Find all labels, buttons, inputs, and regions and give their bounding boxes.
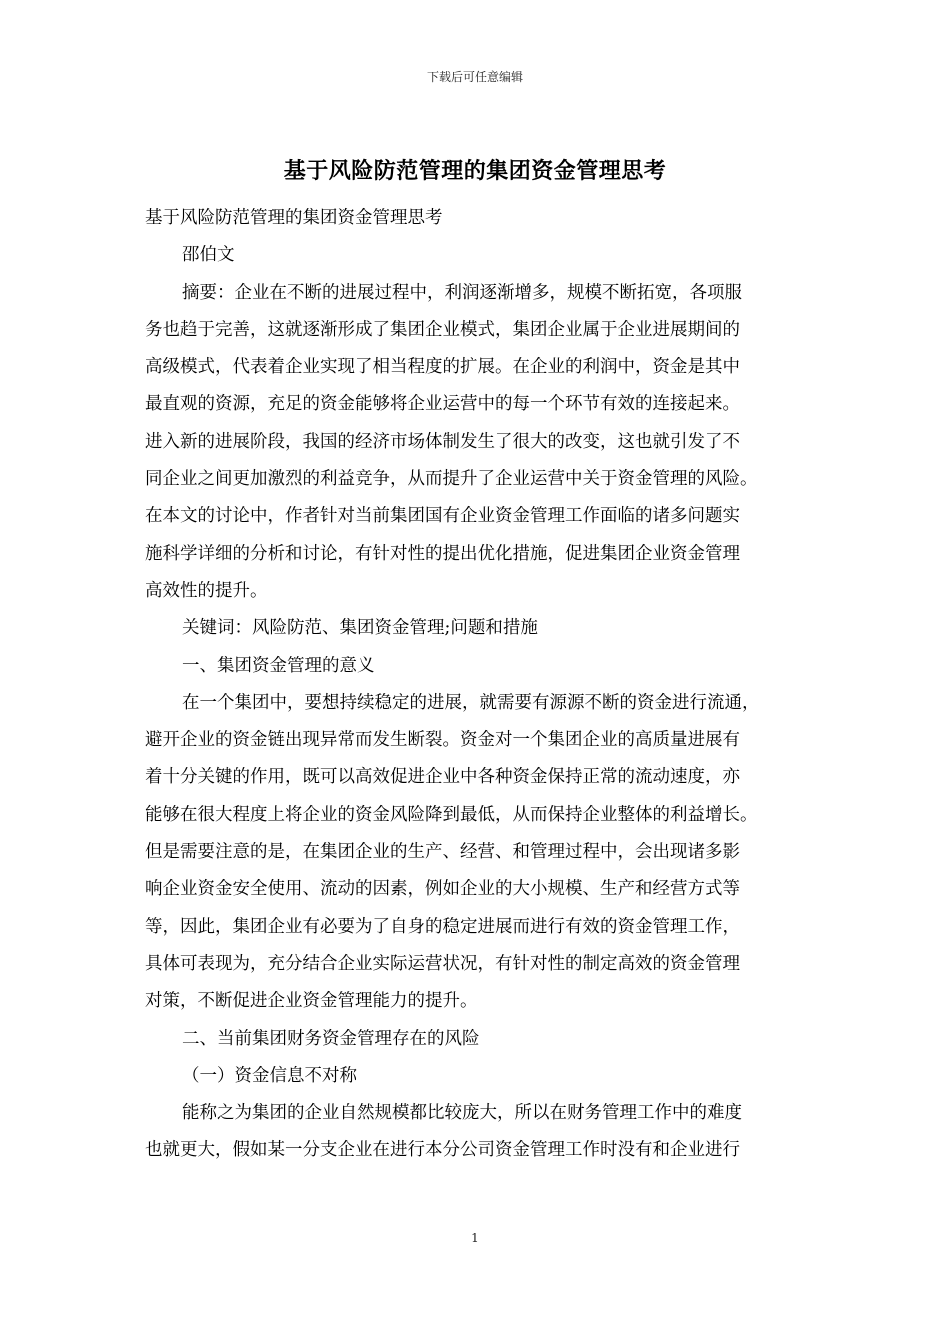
author-name: 邵伯文 <box>182 245 235 266</box>
abstract-line: 同企业之间更加激烈的利益竞争，从而提升了企业运营中关于资金管理的风险。 <box>145 469 758 490</box>
section1-line: 在一个集团中，要想持续稳定的进展，就需要有源源不断的资金进行流通， <box>182 692 760 713</box>
abstract-line: 高级模式，代表着企业实现了相当程度的扩展。在企业的利润中，资金是其中 <box>145 357 740 378</box>
abstract-line: 最直观的资源，充足的资金能够将企业运营中的每一个环节有效的连接起来。 <box>145 394 740 415</box>
abstract-line: 在本文的讨论中，作者针对当前集团国有企业资金管理工作面临的诸多问题实 <box>145 506 740 527</box>
abstract-line: 高效性的提升。 <box>145 580 268 601</box>
subsection1-line: 也就更大，假如某一分支企业在进行本分公司资金管理工作时没有和企业进行 <box>145 1140 740 1161</box>
section1-line: 着十分关键的作用，既可以高效促进企业中各种资金保持正常的流动速度，亦 <box>145 767 740 788</box>
document-body <box>145 200 820 1170</box>
section1-line: 避开企业的资金链出现异常而发生断裂。资金对一个集团企业的高质量进展有 <box>145 730 740 751</box>
page-number: 1 <box>471 1231 479 1245</box>
document-subtitle: 基于风险防范管理的集团资金管理思考 <box>145 208 443 228</box>
abstract-line: 摘要：企业在不断的进展过程中，利润逐渐增多，规模不断拓宽，各项服 <box>182 282 742 303</box>
section1-line: 能够在很大程度上将企业的资金风险降到最低，从而保持企业整体的利益增长。 <box>145 804 758 825</box>
section-heading-2: 二、当前集团财务资金管理存在的风险 <box>182 1028 480 1049</box>
document-title: 基于风险防范管理的集团资金管理思考 <box>283 158 667 184</box>
section1-line: 响企业资金安全使用、流动的因素，例如企业的大小规模、生产和经营方式等 <box>145 879 740 900</box>
abstract-line: 进入新的进展阶段，我国的经济市场体制发生了很大的改变，这也就引发了不 <box>145 431 740 452</box>
section1-line: 对策，不断促进企业资金管理能力的提升。 <box>145 991 478 1012</box>
section-heading-1: 一、集团资金管理的意义 <box>182 655 375 676</box>
section1-line: 具体可表现为，充分结合企业实际运营状况，有针对性的制定高效的资金管理 <box>145 953 740 974</box>
subsection1-line: 能称之为集团的企业自然规模都比较庞大，所以在财务管理工作中的难度 <box>182 1103 742 1124</box>
section1-line: 但是需要注意的是，在集团企业的生产、经营、和管理过程中，会出现诸多影 <box>145 842 740 863</box>
header-note: 下载后可任意编辑 <box>426 70 523 84</box>
abstract-line: 施科学详细的分析和讨论，有针对性的提出优化措施，促进集团企业资金管理 <box>145 543 740 564</box>
keywords-line: 关键词：风险防范、集团资金管理;问题和措施 <box>182 618 538 639</box>
subsection-heading-1: （一）资金信息不对称 <box>182 1065 357 1086</box>
section1-line: 等，因此，集团企业有必要为了自身的稳定进展而进行有效的资金管理工作， <box>145 916 740 937</box>
abstract-line: 务也趋于完善，这就逐渐形成了集团企业模式，集团企业属于企业进展期间的 <box>145 319 740 340</box>
